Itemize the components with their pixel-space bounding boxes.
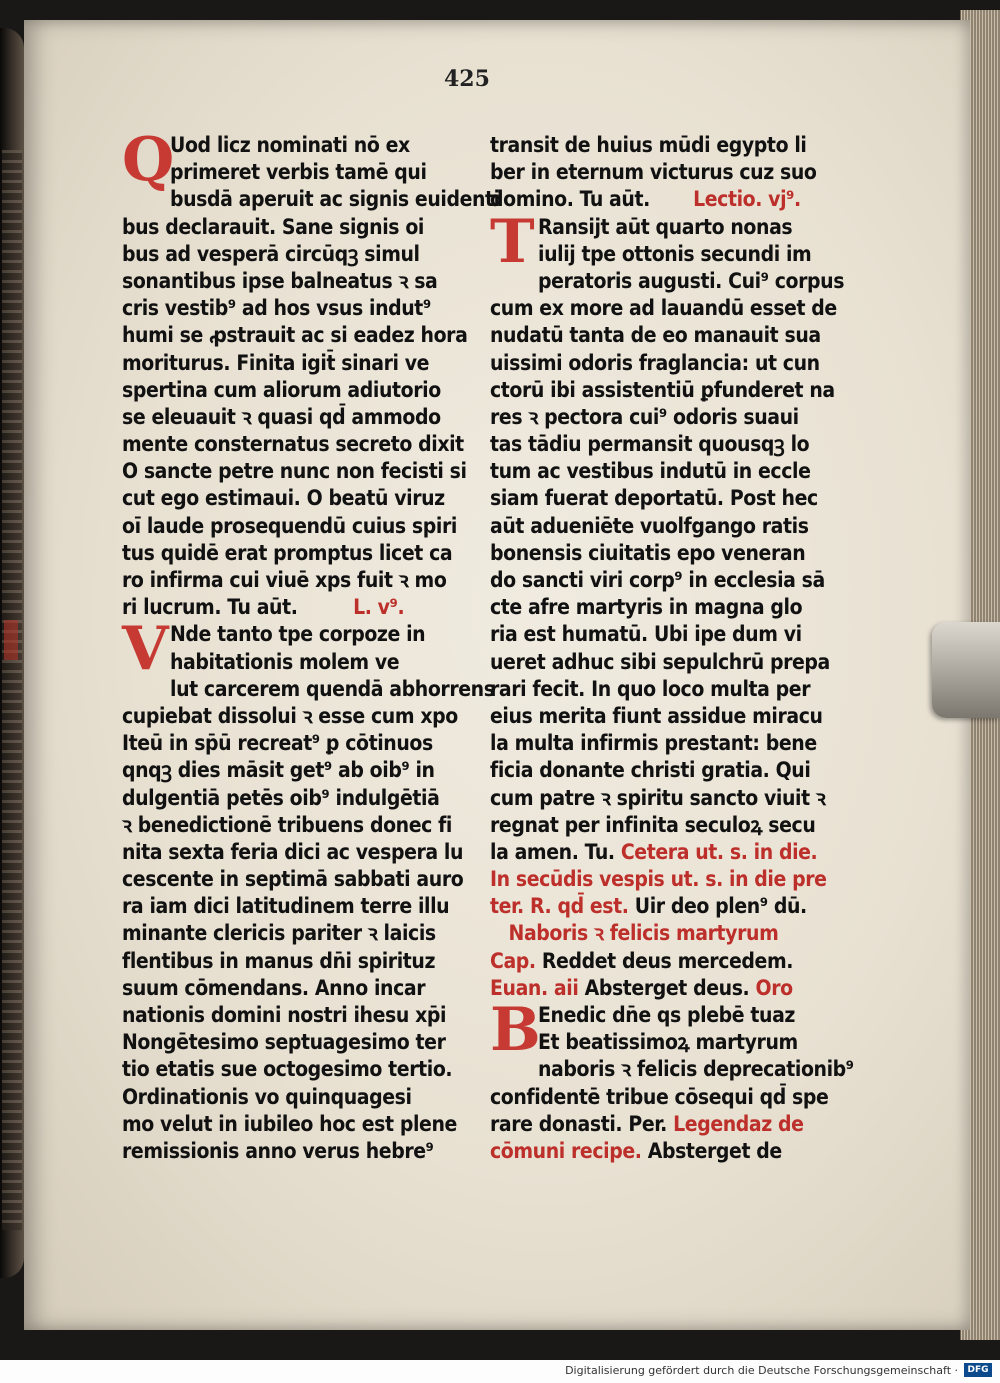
- text-line: ꝛ benedictionē tribuens donec fi: [122, 812, 452, 837]
- text-line: habitationis molem ve: [170, 649, 400, 674]
- text-line: res ꝛ pectora cui⁹ odoris suaui: [490, 404, 799, 429]
- text-segment: ri lucrum. Tu aūt.: [122, 595, 298, 620]
- text-line: Ransijt aūt quarto nonas: [538, 214, 793, 239]
- dropcap-v: V: [122, 614, 169, 685]
- dfg-logo-icon: DFG: [964, 1363, 992, 1377]
- page-number: 425: [444, 66, 490, 92]
- text-line: minante clericis pariter ꝛ laicis: [122, 921, 436, 946]
- text-line: ro infirma cui viuē xps fuit ꝛ mo: [122, 568, 447, 592]
- rubric-segment: Legendaz de: [673, 1111, 804, 1136]
- facing-page-rubric-fragment: [4, 620, 18, 660]
- text-line: nationis domini nostri ihesu xp̄i: [122, 1003, 447, 1027]
- facing-page-fragment: [2, 150, 22, 1230]
- text-line: do sancti viri corp⁹ in ecclesia sā: [490, 568, 825, 592]
- text-line: sonantibus ipse balneatus ꝛ sa: [122, 268, 438, 293]
- text-line: [490, 839, 835, 866]
- text-segment: la amen. Tu.: [490, 839, 615, 864]
- text-line: bus ad vesperā circūqꝫ simul: [122, 241, 420, 266]
- text-line: cris vestib⁹ ad hos vsus indut⁹: [122, 296, 431, 321]
- text-line: uissimi odoris fraglancia: ut cun: [490, 350, 820, 375]
- text-line: O sancte petre nunc non fecisti si: [122, 459, 467, 484]
- text-line: lut carcerem quendā abhorrens: [170, 676, 495, 701]
- funding-credit: Digitalisierung gefördert durch die Deutsche Forschungsgemeinschaft ·: [565, 1364, 958, 1377]
- text-line: flentibus in manus dn̄i spirituz: [122, 948, 436, 973]
- rubric-oratio: Oro: [755, 975, 793, 1000]
- text-line: cescente in septimā sabbati auro: [122, 867, 464, 892]
- text-line: cte afre martyris in magna glo: [490, 595, 803, 620]
- page-tab-marker: [932, 622, 1000, 718]
- text-line: bus declarauit. Sane signis oi: [122, 214, 424, 239]
- text-line: ctorū ibi assistentiū ꝑfunderet na: [490, 377, 835, 402]
- text-line: mo velut in iubileo hoc est plene: [122, 1111, 457, 1136]
- text-line: confidentē tribue cōsequi qd̄ spe: [490, 1084, 829, 1109]
- text-line: siam fuerat deportatū. Post hec: [490, 486, 818, 511]
- text-line: bonensis ciuitatis epo veneran: [490, 540, 806, 565]
- text-line: [490, 948, 835, 975]
- text-segment: Uir deo plen⁹ dū.: [634, 894, 807, 919]
- text-line: rari fecit. In quo loco multa per: [490, 676, 811, 701]
- rubric-line: In secūdis vespis ut. s. in die pre: [490, 867, 827, 892]
- text-line: naboris ꝛ felicis deprecationib⁹: [538, 1057, 854, 1082]
- text-line: Nongētesimo septuagesimo ter: [122, 1030, 446, 1055]
- text-line: tio etatis sue octogesimo tertio.: [122, 1057, 453, 1082]
- text-line: dulgentiā petēs oib⁹ indulgētiā: [122, 785, 440, 810]
- text-line: moriturus. Finita igit̄ sinari ve: [122, 350, 430, 375]
- text-line: tum ac vestibus indutū in eccle: [490, 459, 811, 484]
- rubric-antiphon: Euan. aii: [490, 975, 579, 1000]
- text-line: nudatū tanta de eo manauit sua: [490, 323, 821, 348]
- text-line: peratoris augusti. Cui⁹ corpus: [538, 268, 845, 293]
- rubric-segment: qd̄ est.: [557, 894, 629, 919]
- text-line: Iteū in sp̄ū recreat⁹ ꝑ cōtinuos: [122, 731, 433, 756]
- text-line: ra iam dici latitudinem terre illu: [122, 894, 450, 919]
- rubric-segment: Naboris ꝛ felicis martyrum: [508, 921, 779, 946]
- text-line: aūt adueniēte vuolfgango ratis: [490, 513, 809, 538]
- text-line: Enedic dn̄e qs plebē tuaz: [538, 1003, 796, 1027]
- text-line: tas tādiu permansit quousqꝫ lo: [490, 432, 810, 457]
- text-line: [490, 1138, 835, 1165]
- text-line: primeret verbis tamē qui: [170, 160, 427, 185]
- text-line: ber in eternum victurus cuz suo: [490, 160, 817, 185]
- text-line: qnqꝫ dies māsit get⁹ ab oib⁹ in: [122, 758, 435, 783]
- rubric-segment: ter.: [490, 894, 524, 919]
- rubric-lectio-heading: Lectio. vj⁹.: [693, 187, 801, 212]
- dropcap-t: T: [490, 206, 535, 277]
- text-line: [122, 594, 467, 621]
- text-line: [490, 186, 835, 213]
- rubric-cetera: Cetera ut. s. in die.: [620, 839, 818, 864]
- text-segment: rare donasti. Per.: [490, 1111, 667, 1136]
- text-line: nita sexta feria dici ac vespera lu: [122, 839, 464, 864]
- text-line: transit de huius mūdi egypto li: [490, 133, 807, 157]
- text-line: mente consternatus secreto dixit: [122, 432, 464, 457]
- text-line: Ordinationis vo quinquagesi: [122, 1084, 412, 1109]
- rubric-feast-heading: [490, 920, 835, 947]
- text-segment: Absterget de: [647, 1138, 782, 1163]
- text-line: eius merita fiunt assidue miracu: [490, 703, 823, 728]
- text-line: humi se ꝓstrauit ac si eadez hora: [122, 323, 468, 348]
- dropcap-q: Q: [122, 125, 174, 195]
- text-line: [490, 1111, 835, 1138]
- text-line: [490, 975, 835, 1002]
- right-column: [490, 132, 854, 1165]
- text-segment: Absterget deus.: [584, 975, 750, 1000]
- dropcap-b: B: [490, 995, 541, 1065]
- rubric-response-mark: R.: [529, 894, 552, 919]
- text-line: Uod licz nominati nō ex: [170, 133, 410, 157]
- text-line: regnat per infinita seculoꝝ secu: [490, 812, 816, 837]
- text-line: cupiebat dissolui ꝛ esse cum xpo: [122, 703, 458, 728]
- text-line: oī laude prosequendū cuius spiri: [122, 513, 457, 538]
- text-line: remissionis anno verus hebre⁹: [122, 1138, 434, 1163]
- text-line: cum ex more ad lauandū esset de: [490, 296, 837, 321]
- text-line: Et beatissimoꝝ martyrum: [538, 1030, 798, 1055]
- text-line: cum patre ꝛ spiritu sancto viuit ꝛ: [490, 785, 826, 810]
- rubric-capitulum: Cap.: [490, 948, 536, 973]
- text-line: ficia donante christi gratia. Qui: [490, 758, 811, 783]
- text-line: la multa infirmis prestant: bene: [490, 731, 817, 756]
- text-segment: domino. Tu aūt.: [490, 187, 650, 212]
- text-line: busdā aperuit ac signis euidenti: [170, 187, 500, 212]
- text-line: Nde tanto tpe corpoze in: [170, 622, 426, 647]
- footer-bar: [0, 1360, 1000, 1383]
- text-line: cut ego estimaui. O beatū viruz: [122, 486, 445, 511]
- text-line: suum cōmendans. Anno incar: [122, 975, 426, 1000]
- text-line: spertina cum aliorum adiutorio: [122, 377, 441, 402]
- book-page: [24, 20, 970, 1330]
- left-column: [122, 125, 500, 1165]
- text-line: iulij tpe ottonis secundi im: [538, 241, 812, 266]
- rubric-segment: cōmuni recipe.: [490, 1138, 642, 1163]
- text-line: ria est humatū. Ubi ipe dum vi: [490, 622, 802, 647]
- text-line: se eleuauit ꝛ quasi qd̄ ammodo: [122, 404, 441, 429]
- rubric-responsory: L. v⁹.: [353, 595, 405, 620]
- text-line: tus quidē erat promptus licet ca: [122, 540, 453, 565]
- text-segment: Reddet deus mercedem.: [541, 948, 794, 973]
- text-line: [490, 893, 835, 920]
- text-line: ueret adhuc sibi sepulchrū prepa: [490, 649, 830, 674]
